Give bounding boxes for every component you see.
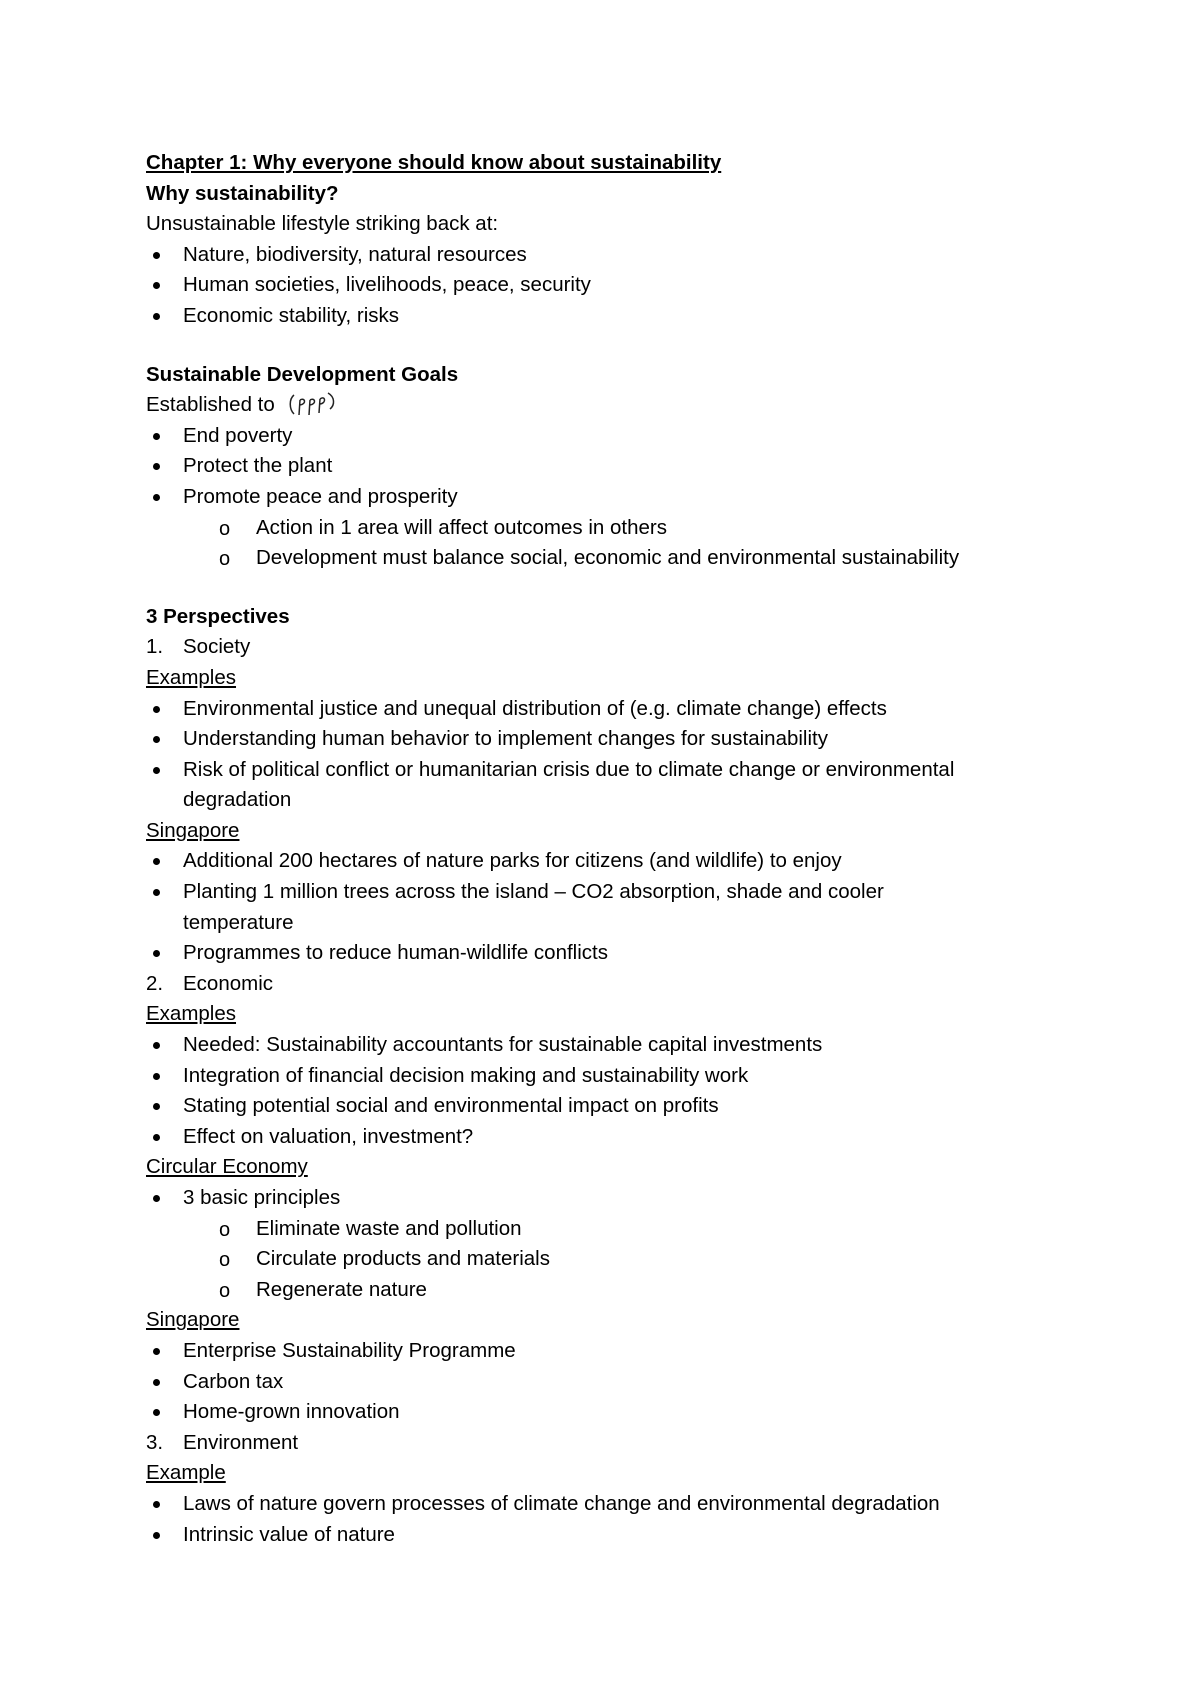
sub-list-item: o Action in 1 area will affect outcomes in others: [146, 513, 1066, 544]
section-heading-why: Why sustainability?: [146, 181, 339, 205]
bullet-icon: [153, 1532, 160, 1539]
bullet-icon: [153, 1195, 160, 1202]
list-item: Planting 1 million trees across the island – CO2 absorption, shade and cooler temperature: [146, 877, 943, 938]
numbered-item-economic: 2. Economic: [146, 971, 274, 995]
circle-bullet-icon: o: [219, 1279, 231, 1302]
subheading-circular-economy: Circular Economy: [146, 1155, 308, 1179]
list-item: Laws of nature govern processes of climate change and environmental degradation: [146, 1489, 1066, 1520]
bullet-icon: [153, 1042, 160, 1049]
bullet-icon: [153, 1409, 160, 1416]
list-item: Risk of political conflict or humanitarian crisis due to climate change or environmental degradation: [146, 755, 1066, 816]
list-item: End poverty: [146, 421, 1066, 452]
bullet-icon: [153, 736, 160, 743]
list-item: Effect on valuation, investment?: [146, 1122, 1066, 1153]
bullet-icon: [153, 313, 160, 320]
bullet-icon: [153, 767, 160, 774]
list-item: Environmental justice and unequal distribution of (e.g. climate change) effects: [146, 694, 1066, 725]
bullet-icon: [153, 858, 160, 865]
bullet-icon: [153, 950, 160, 957]
subheading-examples: Examples: [146, 665, 237, 689]
numbered-item-society: 1. Society: [146, 635, 251, 659]
list-item: Needed: Sustainability accountants for sustainable capital investments: [146, 1030, 1066, 1061]
list-item: Stating potential social and environmental impact on profits: [146, 1091, 1066, 1122]
handwritten-ppp-annotation: [286, 391, 338, 417]
list-item: Protect the plant: [146, 451, 1066, 482]
bullet-icon: [153, 1501, 160, 1508]
section-heading-perspectives: 3 Perspectives: [146, 604, 290, 628]
bullet-icon: [153, 463, 160, 470]
list-item: Programmes to reduce human-wildlife conflicts: [146, 938, 1066, 969]
bullet-icon: [153, 282, 160, 289]
bullet-icon: [153, 1379, 160, 1386]
list-item: Carbon tax: [146, 1367, 1066, 1398]
sub-list-item: o Eliminate waste and pollution: [146, 1214, 1066, 1245]
list-item: Nature, biodiversity, natural resources: [146, 240, 1066, 271]
list-item: Integration of financial decision making and sustainability work: [146, 1061, 1066, 1092]
document-body: [146, 148, 1066, 1550]
subheading-example: Example: [146, 1461, 226, 1485]
list-item: Understanding human behavior to implement changes for sustainability: [146, 724, 1066, 755]
circle-bullet-icon: o: [219, 517, 231, 540]
bullet-icon: [153, 494, 160, 501]
bullet-icon: [153, 1073, 160, 1080]
list-item: Enterprise Sustainability Programme: [146, 1336, 1066, 1367]
subheading-examples: Examples: [146, 1002, 237, 1026]
list-item: Home-grown innovation: [146, 1397, 1066, 1428]
bullet-icon: [153, 1348, 160, 1355]
chapter-title: Chapter 1: Why everyone should know about sustainability: [146, 151, 722, 174]
bullet-icon: [153, 433, 160, 440]
subheading-singapore: Singapore: [146, 818, 240, 842]
section-heading-sdg: Sustainable Development Goals: [146, 362, 459, 386]
list-item: 3 basic principles: [146, 1183, 1066, 1214]
intro-text: Unsustainable lifestyle striking back at:: [146, 212, 499, 236]
list-item: Human societies, livelihoods, peace, security: [146, 270, 1066, 301]
bullet-icon: [153, 252, 160, 259]
list-item: Promote peace and prosperity: [146, 482, 1066, 513]
bullet-icon: [153, 1103, 160, 1110]
subheading-singapore: Singapore: [146, 1308, 240, 1332]
intro-text: Established to: [146, 390, 1066, 421]
bullet-icon: [153, 1134, 160, 1141]
list-item: Additional 200 hectares of nature parks for citizens (and wildlife) to enjoy: [146, 846, 1066, 877]
circle-bullet-icon: o: [219, 1249, 231, 1272]
circle-bullet-icon: o: [219, 548, 231, 571]
sub-list-item: o Development must balance social, economic and environmental sustainability: [146, 543, 1066, 574]
bullet-icon: [153, 706, 160, 713]
numbered-item-environment: 3. Environment: [146, 1430, 299, 1454]
sub-list-item: o Circulate products and materials: [146, 1244, 1066, 1275]
circle-bullet-icon: o: [219, 1218, 231, 1241]
list-item: Intrinsic value of nature: [146, 1520, 1066, 1551]
sub-list-item: o Regenerate nature: [146, 1275, 1066, 1306]
list-item: Economic stability, risks: [146, 301, 1066, 332]
bullet-icon: [153, 889, 160, 896]
